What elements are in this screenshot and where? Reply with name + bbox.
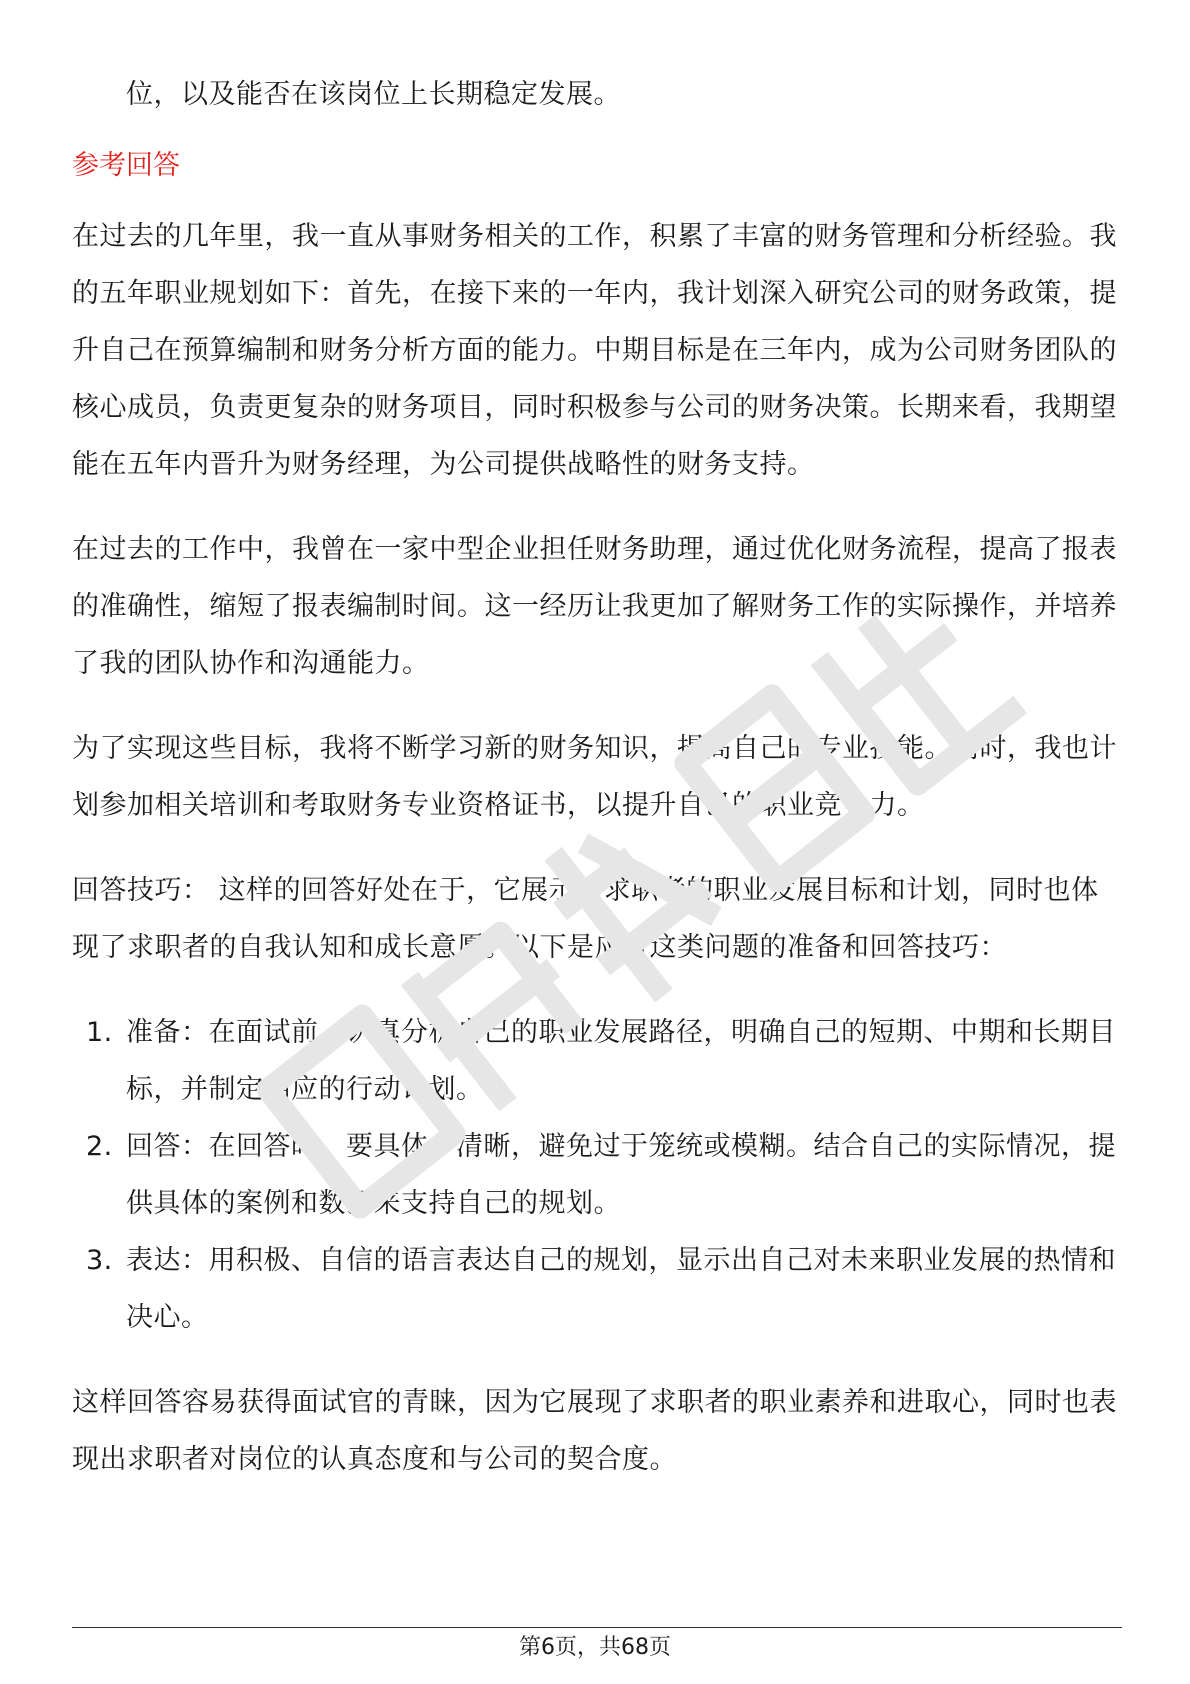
paragraph-conclusion: 这样回答容易获得面试官的青睐，因为它展现了求职者的职业素养和进取心，同时也表现出求职者对岗位的认真态度和与公司的契合度。 [72, 1387, 1117, 1475]
list-item-text: 表达：用积极、自信的语言表达自己的规划，显示出自己对未来职业发展的热情和决心。 [126, 1245, 1116, 1333]
list-item-text: 准备：在面试前，认真分析自己的职业发展路径，明确自己的短期、中期和长期目标，并制定相应的行动计划。 [126, 1017, 1116, 1105]
tips-list-item [72, 1004, 1122, 1118]
list-number: 3. [86, 1245, 113, 1276]
tips-list-item [72, 1232, 1122, 1346]
list-number: 2. [86, 1131, 113, 1162]
tips-list [72, 1004, 1122, 1346]
paragraph-experience: 在过去的工作中，我曾在一家中型企业担任财务助理，通过优化财务流程，提高了报表的准确性，缩短了报表编制时间。这一经历让我更加了解财务工作的实际操作，并培养了我的团队协作和沟通能力。 [72, 534, 1117, 679]
paragraph-career-plan: 在过去的几年里，我一直从事财务相关的工作，积累了丰富的财务管理和分析经验。我的五年职业规划如下：首先，在接下来的一年内，我计划深入研究公司的财务政策，提升自己在预算编制和财务分析方面的能力。中期目标是在三年内，成为公司财务团队的核心成员，负责更复杂的财务项目，同时积极参与公司的财务决策。长期来看，我期望能在五年内晋升为财务经理，为公司提供战略性的财务支持。 [72, 221, 1117, 480]
list-number: 1. [86, 1017, 113, 1048]
footer-divider [72, 1627, 1122, 1628]
paragraph-goals: 为了实现这些目标，我将不断学习新的财务知识，提高自己的专业技能。同时，我也计划参加相关培训和考取财务专业资格证书，以提升自己的职业竞争力。 [72, 733, 1117, 821]
section-heading: 参考回答 [72, 150, 180, 181]
page-number: 第6页，共68页 [519, 1635, 671, 1660]
continuation-line: 位，以及能否在该岗位上长期稳定发展。 [126, 79, 621, 110]
list-item-text: 回答：在回答时，要具体、清晰，避免过于笼统或模糊。结合自己的实际情况，提供具体的案例和数据来支持自己的规划。 [126, 1131, 1116, 1219]
document-body [72, 66, 1122, 1488]
paragraph-tips-intro: 回答技巧： 这样的回答好处在于，它展示了求职者的职业发展目标和计划，同时也体现了求职者的自我认知和成长意愿。以下是应对这类问题的准备和回答技巧： [72, 875, 1099, 963]
tips-list-item [72, 1118, 1122, 1232]
